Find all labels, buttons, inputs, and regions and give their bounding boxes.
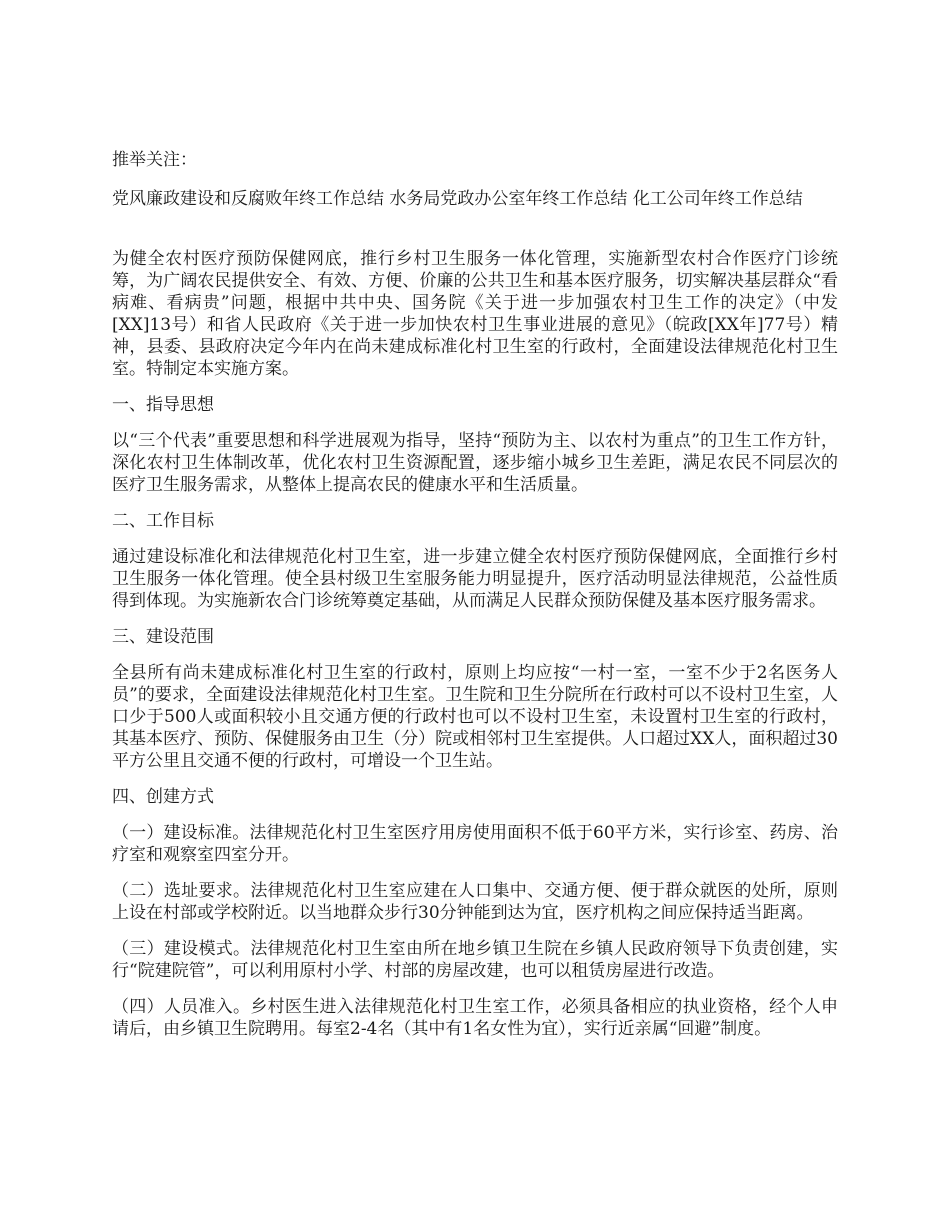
- section-paragraph: （四）人员准入。乡村医生进入法律规范化村卫生室工作，必须具备相应的执业资格，经个人申请后，由乡镇卫生院聘用。每室2-4名（其中有1名女性为宜），实行近亲属“回避”制度。: [112, 997, 838, 1039]
- related-link-1[interactable]: 党风廉政建设和反腐败年终工作总结: [112, 189, 384, 209]
- related-link-3[interactable]: 化工公司年终工作总结: [632, 189, 803, 209]
- section-heading-work-goals: 二、工作目标: [112, 511, 214, 531]
- section-heading-guiding-ideology: 一、指导思想: [112, 395, 214, 415]
- section-paragraph: （三）建设模式。法律规范化村卫生室由所在地乡镇卫生院在乡镇人民政府领导下负责创建，实行“院建院管”，可以利用原村小学、村部的房屋改建，也可以租赁房屋进行改造。: [112, 939, 838, 981]
- related-links: [112, 188, 838, 210]
- related-link-2[interactable]: 水务局党政办公室年终工作总结: [389, 189, 628, 209]
- section-paragraph: （一）建设标准。法律规范化村卫生室医疗用房使用面积不低于60平方米，实行诊室、药房、治疗室和观察室四室分开。: [112, 823, 838, 865]
- section-paragraph: 通过建设标准化和法律规范化村卫生室，进一步建立健全农村医疗预防保健网底，全面推行乡村卫生服务一体化管理。使全县村级卫生室服务能力明显提升，医疗活动明显法律规范，公益性质得到体现。为实施新农合门诊统筹奠定基础，从而满足人民群众预防保健及基本医疗服务需求。: [112, 547, 838, 611]
- section-paragraph: 全县所有尚未建成标准化村卫生室的行政村，原则上均应按“一村一室，一室不少于2名医务人员”的要求，全面建设法律规范化村卫生室。卫生院和卫生分院所在行政村可以不设村卫生室，人口少于500人或面积较小且交通方便的行政村也可以不设村卫生室，未设置村卫生室的行政村，其基本医疗、预防、保健服务由卫生（分）院或相邻村卫生室提供。人口超过XX人，面积超过30平方公里且交通不便的行政村，可增设一个卫生站。: [112, 663, 838, 771]
- intro-paragraph: 为健全农村医疗预防保健网底，推行乡村卫生服务一体化管理，实施新型农村合作医疗门诊统筹，为广阔农民提供安全、有效、方便、价廉的公共卫生和基本医疗服务，切实解决基层群众“看病难、看病贵”问题，根据中共中央、国务院《关于进一步加强农村卫生工作的决定》（中发[XX]13号）和省人民政府《关于进一步加快农村卫生事业进展的意见》（皖政[XX年]77号）精神，县委、县政府决定今年内在尚未建成标准化村卫生室的行政村，全面建设法律规范化村卫生室。特制定本实施方案。: [112, 249, 838, 379]
- section-heading-construction-scope: 三、建设范围: [112, 627, 214, 647]
- section-heading-construction-method: 四、创建方式: [112, 787, 214, 807]
- section-paragraph: （二）选址要求。法律规范化村卫生室应建在人口集中、交通方便、便于群众就医的处所，原则上设在村部或学校附近。以当地群众步行30分钟能到达为宜，医疗机构之间应保持适当距离。: [112, 881, 838, 923]
- related-label: 推举关注：: [112, 150, 197, 170]
- section-paragraph: 以“三个代表”重要思想和科学进展观为指导，坚持“预防为主、以农村为重点”的卫生工作方针，深化农村卫生体制改革，优化农村卫生资源配置，逐步缩小城乡卫生差距，满足农民不同层次的医疗卫生服务需求，从整体上提高农民的健康水平和生活质量。: [112, 431, 838, 495]
